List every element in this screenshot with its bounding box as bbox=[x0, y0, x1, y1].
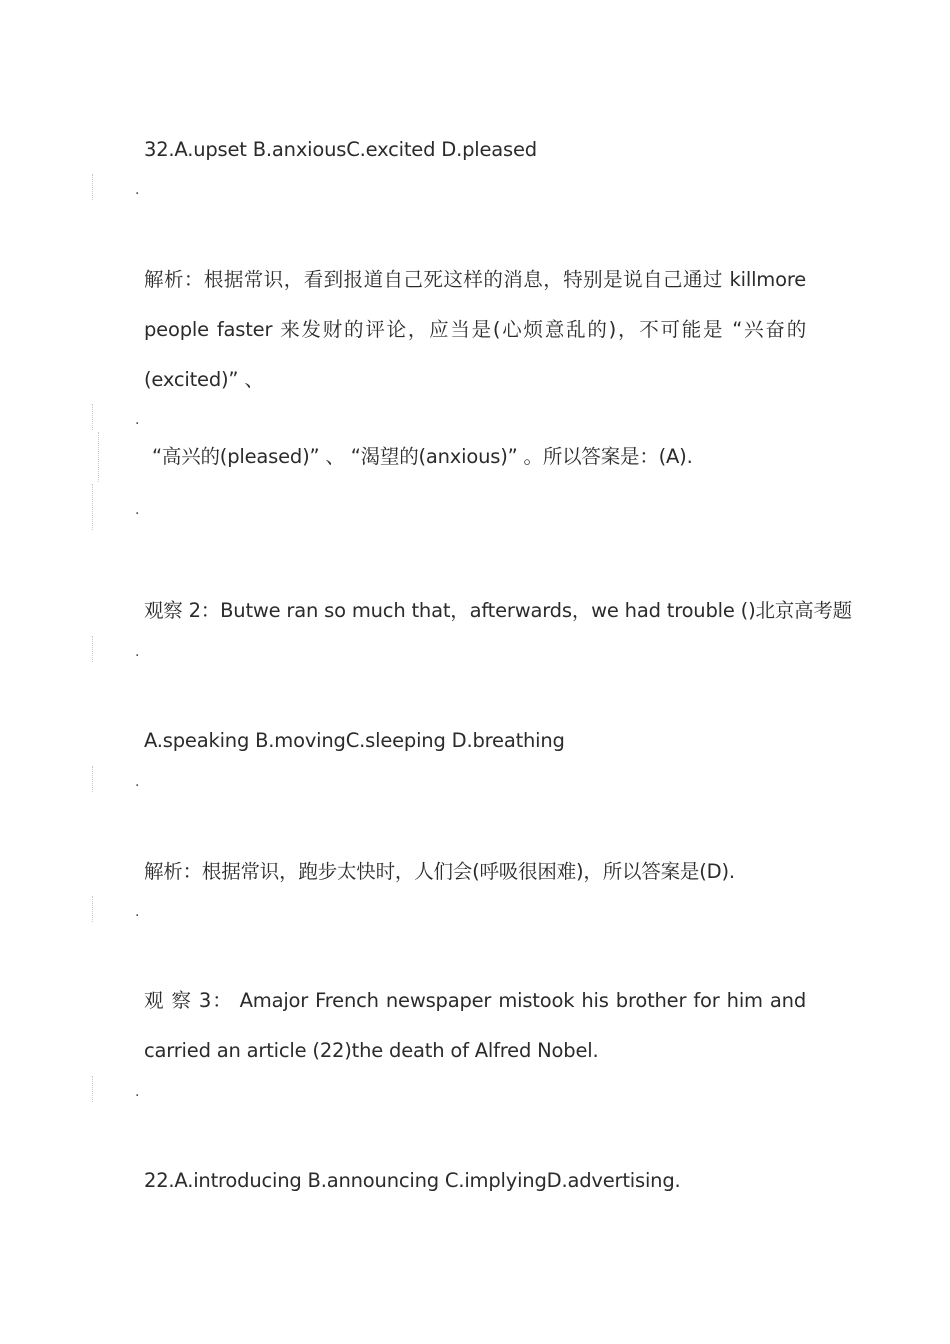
margin-mark bbox=[92, 484, 93, 530]
paragraph-separator: . bbox=[135, 182, 140, 198]
observation-2-options: A.speaking B.movingC.sleeping D.breathing bbox=[144, 729, 565, 752]
margin-mark bbox=[92, 766, 93, 792]
analysis-1-line-1: 解析：根据常识，看到报道自己死这样的消息，特别是说自己通过 killmore bbox=[144, 268, 806, 291]
margin-mark bbox=[92, 636, 93, 662]
observation-3-line-1: 观 察 3： Amajor French newspaper mistook his brother for him and bbox=[144, 989, 806, 1012]
paragraph-separator: . bbox=[135, 502, 140, 518]
observation-2: 观察 2：Butwe ran so much that，afterwards，we had trouble ()北京高考题 bbox=[144, 599, 852, 622]
paragraph-separator: . bbox=[135, 1084, 140, 1100]
analysis-2: 解析：根据常识，跑步太快时，人们会(呼吸很困难)，所以答案是(D). bbox=[144, 860, 735, 883]
paragraph-separator: . bbox=[135, 774, 140, 790]
observation-3-line-2: carried an article (22)the death of Alfred Nobel. bbox=[144, 1039, 599, 1062]
analysis-1-line-2: people faster 来发财的评论，应当是(心烦意乱的)，不可能是 “兴奋的 bbox=[144, 318, 806, 341]
margin-mark bbox=[92, 174, 93, 200]
analysis-1-line-3: (excited)” 、 bbox=[144, 368, 264, 391]
margin-mark bbox=[92, 896, 93, 922]
margin-mark bbox=[92, 404, 93, 430]
paragraph-separator: . bbox=[135, 904, 140, 920]
paragraph-separator: . bbox=[135, 644, 140, 660]
question-32-options: 32.A.upset B.anxiousC.excited D.pleased bbox=[144, 138, 537, 161]
question-22-options: 22.A.introducing B.announcing C.implyingD.advertising. bbox=[144, 1169, 681, 1192]
analysis-1-line-4: “高兴的(pleased)” 、 “渴望的(anxious)” 。所以答案是：(A). bbox=[152, 445, 693, 468]
margin-mark bbox=[98, 432, 99, 482]
paragraph-separator: . bbox=[135, 412, 140, 428]
margin-mark bbox=[92, 1076, 93, 1102]
